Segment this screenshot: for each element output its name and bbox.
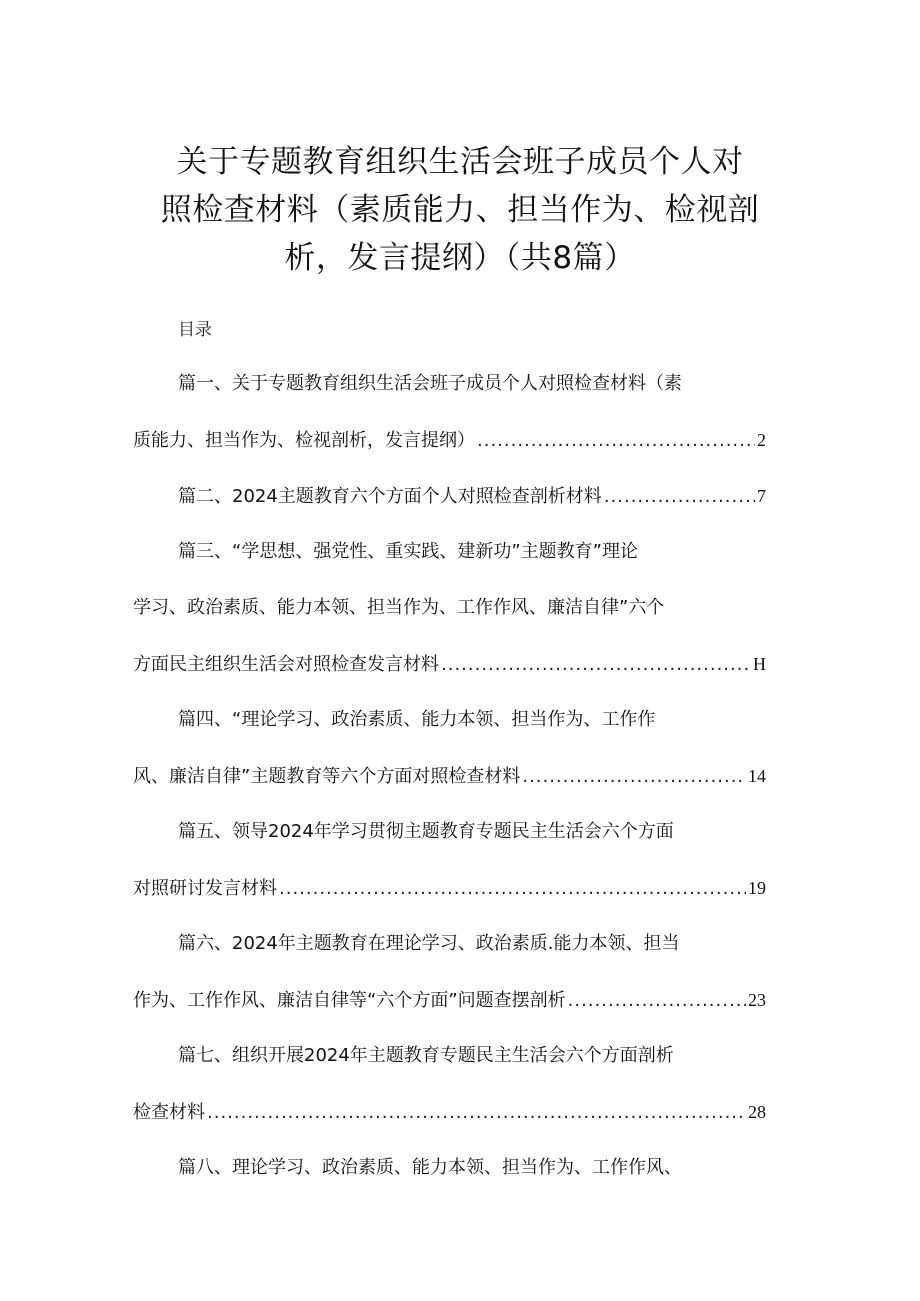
toc-entry-line — [133, 926, 766, 982]
toc-entry-line — [133, 422, 766, 478]
toc-entry[interactable] — [133, 1150, 766, 1206]
toc-entry-text: 篇四、“理论学习、政治素质、能力本领、担当作为、工作作 — [178, 709, 656, 730]
toc-entry[interactable] — [133, 366, 766, 478]
toc-entry-line — [133, 1150, 766, 1206]
title-line: 析，发言提纲）（共8篇） — [284, 240, 636, 276]
toc-page-number: 28 — [748, 1102, 766, 1122]
toc-entry-text: 方面民主组织生活会对照检查发言材料 — [133, 654, 439, 675]
toc-entry-line — [133, 1038, 766, 1094]
toc-entry-text: 篇二、2024主题教育六个方面个人对照检查剖析材料 — [178, 486, 602, 507]
toc-page-number: 23 — [748, 990, 766, 1010]
toc-entry[interactable] — [133, 1038, 766, 1150]
table-of-contents — [133, 366, 766, 1206]
toc-page-number: 2 — [757, 430, 766, 450]
toc-entry-line — [133, 590, 766, 646]
toc-entry-text: 风、廉洁自律”主题教育等六个方面对照检查材料 — [133, 766, 521, 787]
toc-entry-line — [133, 534, 766, 590]
toc-entry-text: 篇五、领导2024年学习贯彻主题教育专题民主生活会六个方面 — [178, 821, 674, 842]
toc-entry-text: 学习、政治素质、能力本领、担当作为、工作作风、廉洁自律”六个 — [133, 597, 665, 618]
toc-entry-line — [133, 702, 766, 758]
toc-entry-text: 篇七、组织开展2024年主题教育专题民主生活会六个方面剖析 — [178, 1045, 674, 1066]
toc-dot-leader — [522, 759, 746, 795]
toc-entry-text: 篇三、“学思想、强党性、重实践、建新功”主题教育”理论 — [178, 541, 638, 562]
toc-heading: 目录 — [178, 320, 212, 340]
toc-page-number: H — [753, 654, 766, 674]
title-line: 关于专题教育组织生活会班子成员个人对 — [176, 144, 744, 180]
toc-dot-leader — [568, 983, 746, 1019]
toc-entry-text: 篇一、关于专题教育组织生活会班子成员个人对照检查材料（素 — [178, 373, 682, 394]
toc-page-number: 14 — [748, 766, 766, 786]
toc-entry-text: 检查材料 — [133, 1102, 205, 1123]
toc-entry-text: 对照研讨发言材料 — [133, 878, 277, 899]
toc-entry[interactable] — [133, 478, 766, 534]
toc-page-number: 7 — [757, 486, 766, 506]
toc-entry-text: 篇六、2024年主题教育在理论学习、政治素质.能力本领、担当 — [178, 933, 680, 954]
toc-dot-leader — [604, 479, 755, 515]
toc-entry-line — [133, 478, 766, 534]
toc-entry[interactable] — [133, 814, 766, 926]
toc-entry-text: 作为、工作作风、廉洁自律等“六个方面”问题查摆剖析 — [133, 990, 566, 1011]
toc-dot-leader — [477, 423, 755, 459]
toc-entry-line — [133, 1094, 766, 1150]
toc-entry-line — [133, 366, 766, 422]
toc-entry-line — [133, 982, 766, 1038]
toc-entry[interactable] — [133, 534, 766, 702]
toc-entry[interactable] — [133, 926, 766, 1038]
toc-page-number: 19 — [748, 878, 766, 898]
toc-entry-line — [133, 758, 766, 814]
toc-entry-line — [133, 814, 766, 870]
toc-entry-text: 篇八、理论学习、政治素质、能力本领、担当作为、工作作风、 — [178, 1157, 682, 1178]
document-title — [120, 138, 800, 282]
toc-entry-line — [133, 870, 766, 926]
toc-dot-leader — [441, 647, 751, 683]
toc-entry[interactable] — [133, 702, 766, 814]
toc-entry-text: 质能力、担当作为、检视剖析，发言提纲） — [133, 430, 475, 451]
title-line: 照检查材料（素质能力、担当作为、检视剖 — [160, 192, 760, 228]
toc-entry-line — [133, 646, 766, 702]
toc-dot-leader — [207, 1095, 746, 1131]
toc-dot-leader — [279, 871, 746, 907]
